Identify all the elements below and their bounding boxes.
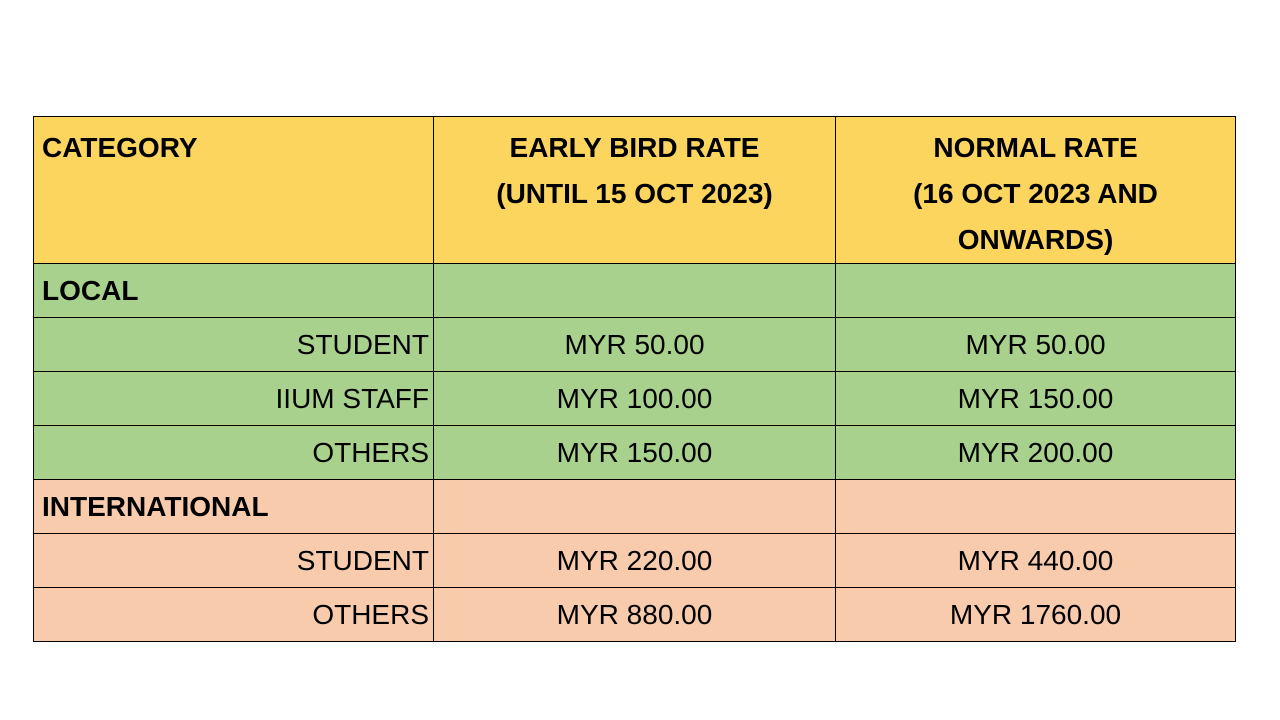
- group-label-international: INTERNATIONAL: [34, 480, 434, 534]
- early-bird-rate-value: MYR 880.00: [434, 588, 836, 642]
- table-row-international-others: [34, 588, 1236, 642]
- normal-rate-value: MYR 50.00: [836, 318, 1236, 372]
- table-header-row: [34, 117, 1236, 264]
- registration-rates-table: [33, 116, 1236, 642]
- early-bird-rate-value: MYR 150.00: [434, 426, 836, 480]
- header-line: EARLY BIRD RATE: [509, 132, 760, 163]
- early-bird-rate-value: MYR 50.00: [434, 318, 836, 372]
- table-row-local-iium-staff: [34, 372, 1236, 426]
- table-row-international-group: [34, 480, 1236, 534]
- empty-cell: [836, 264, 1236, 318]
- normal-rate-value: MYR 1760.00: [836, 588, 1236, 642]
- table-row-local-student: [34, 318, 1236, 372]
- header-line: (16 OCT 2023 AND: [913, 178, 1158, 209]
- column-header-category: CATEGORY: [34, 117, 434, 264]
- table-row-local-group: [34, 264, 1236, 318]
- header-line: (UNTIL 15 OCT 2023): [496, 178, 773, 209]
- empty-cell: [434, 480, 836, 534]
- row-label: OTHERS: [34, 426, 434, 480]
- group-label-local: LOCAL: [34, 264, 434, 318]
- row-label: STUDENT: [34, 318, 434, 372]
- column-header-early-bird-rate: [434, 117, 836, 264]
- early-bird-rate-value: MYR 220.00: [434, 534, 836, 588]
- normal-rate-value: MYR 440.00: [836, 534, 1236, 588]
- row-label: OTHERS: [34, 588, 434, 642]
- empty-cell: [836, 480, 1236, 534]
- header-line: ONWARDS): [957, 224, 1114, 255]
- empty-cell: [434, 264, 836, 318]
- normal-rate-value: MYR 200.00: [836, 426, 1236, 480]
- column-header-normal-rate: [836, 117, 1236, 264]
- table-row-local-others: [34, 426, 1236, 480]
- early-bird-rate-value: MYR 100.00: [434, 372, 836, 426]
- row-label: IIUM STAFF: [34, 372, 434, 426]
- row-label: STUDENT: [34, 534, 434, 588]
- table-row-international-student: [34, 534, 1236, 588]
- normal-rate-value: MYR 150.00: [836, 372, 1236, 426]
- header-line: NORMAL RATE: [933, 132, 1138, 163]
